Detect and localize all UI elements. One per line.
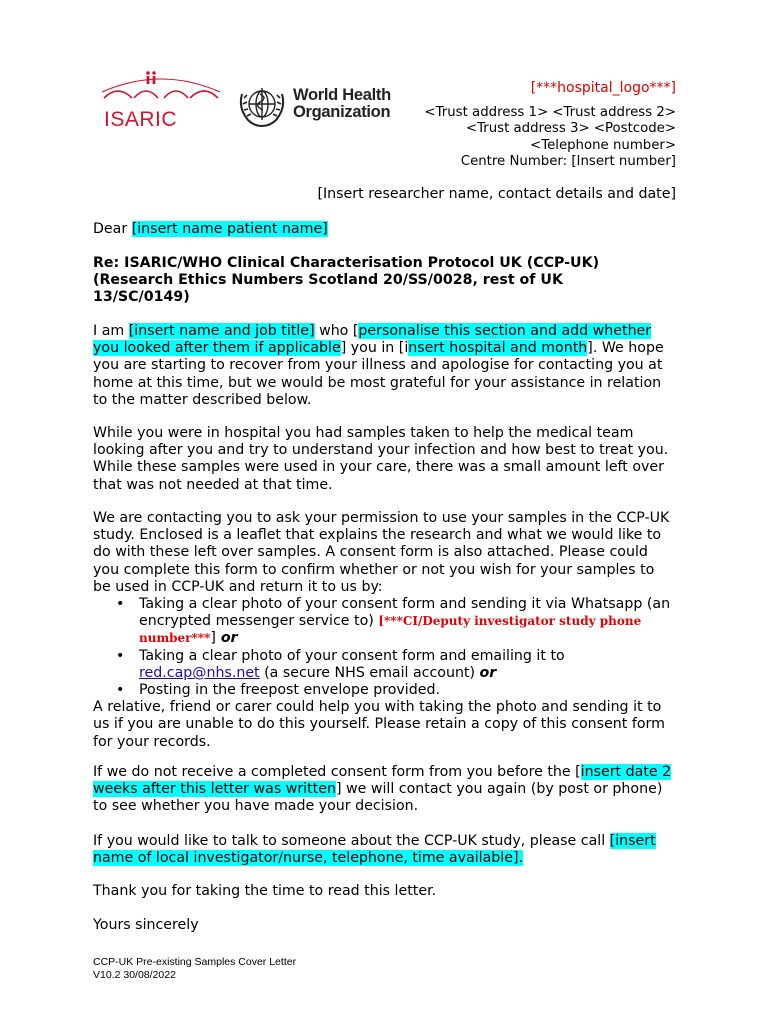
who-name-line1: World Health: [293, 86, 391, 104]
subject-line-3: 13/SC/0149): [93, 289, 190, 306]
footer-version: V10.2 30/08/2022: [93, 968, 176, 981]
list-item: [93, 596, 673, 648]
researcher-details: [Insert researcher name, contact details and date]: [317, 186, 676, 202]
hospital-logo-placeholder: [***hospital_logo***]: [530, 80, 676, 96]
para1-text-4: ]. We hope you are starting to recover from your illness and apologise for contacting you at home at this time, but we would be most grateful for your assistance in relation to the matter described below.: [93, 340, 664, 408]
bullet-icon: •: [116, 647, 125, 664]
footer: [93, 956, 296, 981]
return-options-list: [93, 596, 673, 699]
salutation-dear: Dear: [93, 221, 132, 237]
email-option-text: Taking a clear photo of your consent form and emailing it to: [139, 647, 565, 664]
para5-text-1: If you would like to talk to someone about the CCP-UK study, please call: [93, 833, 610, 849]
or-label: or: [215, 630, 238, 647]
post-option-text: Posting in the freepost envelope provided.: [139, 682, 440, 699]
date-placeholder: insert date 2 weeks after this letter was written: [93, 764, 672, 798]
paragraph-deadline: [93, 764, 678, 816]
paragraph-contact: [93, 833, 673, 867]
or-label: or: [479, 664, 497, 681]
footer-title: CCP-UK Pre-existing Samples Cover Letter: [93, 956, 297, 968]
email-link[interactable]: red.cap@nhs.net: [139, 664, 260, 681]
list-item: [93, 648, 673, 682]
bracket-close: ]: [210, 630, 216, 647]
address-line-1: <Trust address 1> <Trust address 2>: [424, 104, 676, 120]
who-organization-name: [293, 87, 391, 121]
email-option-note: (a secure NHS email account): [259, 664, 480, 681]
job-title-placeholder: [insert name and job title]: [128, 323, 315, 339]
who-name-line2: Organization: [293, 103, 391, 121]
address-line-4: Centre Number: [Insert number]: [460, 154, 676, 169]
bullet-icon: •: [116, 596, 125, 613]
hospital-month-placeholder: nsert hospital and month: [408, 340, 588, 357]
subject-line: [93, 255, 693, 307]
address-line-2: <Trust address 3> <Postcode>: [465, 121, 676, 136]
investigator-placeholder: [insert name of local investigator/nurse, telephone, time available].: [93, 833, 656, 867]
address-line-3: <Telephone number>: [530, 137, 676, 153]
para1-text-2: who [: [314, 323, 359, 339]
para4-text-1: If we do not receive a completed consent form from you before the [: [93, 764, 581, 780]
para4-text-2: ] we will contact you again (by post or phone) to see whether you have made your decision.: [93, 781, 663, 815]
bullet-icon: •: [116, 682, 125, 699]
subject-line-1: Re: ISARIC/WHO Clinical Characterisation Protocol UK (CCP-UK): [93, 255, 600, 271]
whatsapp-option-text: Taking a clear photo of your consent form and sending it via Whatsapp (an encrypted messenger service to): [139, 596, 671, 630]
patient-name-placeholder: [insert name patient name]: [131, 221, 328, 237]
para1-text-3: ] you in [i: [340, 340, 409, 357]
who-emblem-icon: [236, 82, 288, 130]
para1-text-1: I am: [93, 323, 129, 339]
consent-intro: We are contacting you to ask your permission to use your samples in the CCP-UK study. Enclosed is a leaflet that explains the research and what we would like to do with these left over samples. A consent form is also attached. Please could you complete this form to confirm whether or not you wish for your samples to be used in CCP-UK and return it to us by:: [93, 510, 670, 595]
paragraph-consent: [93, 510, 673, 751]
thank-you-line: Thank you for taking the time to read this letter.: [93, 883, 437, 899]
subject-line-2: (Research Ethics Numbers Scotland 20/SS/0028, rest of UK: [93, 272, 563, 289]
list-item: [93, 682, 673, 699]
paragraph-intro: [93, 323, 668, 409]
isaric-logo-text: ISARIC: [104, 108, 178, 131]
paragraph-samples: While you were in hospital you had samples taken to help the medical team looking after you and try to understand your infection and how best to treat you. While these samples were used in your care, there was a small amount left over that was not needed at that time.: [93, 425, 669, 493]
address-block: [424, 80, 676, 171]
phone-number-placeholder: [***CI/Deputy investigator study phone number***: [139, 614, 642, 646]
consent-outro: A relative, friend or carer could help you with taking the photo and sending it to us if you are unable to do this yourself. Please retain a copy of this consent form for your records.: [93, 699, 665, 750]
salutation: [93, 221, 693, 238]
personalise-placeholder: personalise this section and add whether you looked after them if applicable: [93, 323, 652, 357]
closing-line: Yours sincerely: [93, 917, 199, 933]
